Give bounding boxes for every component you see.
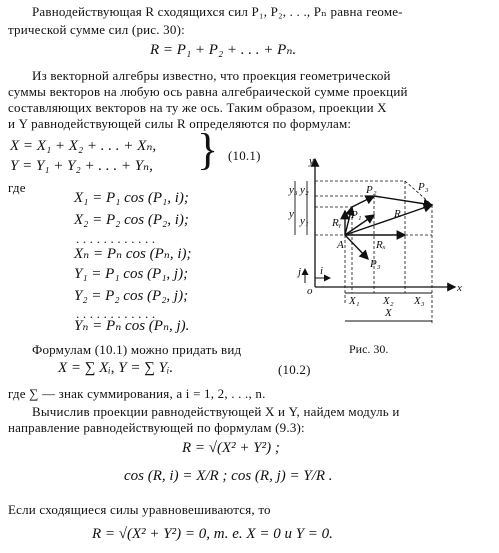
- equation-resultant-sum: R = P₁ + P₂ + . . . + Pₙ.: [150, 42, 297, 58]
- paragraph-1-line-1: Из векторной алгебры известно, что проекция геометрической: [32, 68, 391, 83]
- formula-xn: Xₙ = Pₙ cos (Pₙ, i);: [74, 246, 192, 262]
- system-eq-x: X = X₁ + X₂ + . . . + Xₙ,: [10, 138, 157, 154]
- label-y2: y₂: [300, 184, 309, 196]
- label-x-total: X: [385, 307, 392, 319]
- label-r: R: [394, 208, 401, 220]
- equation-modulus: R = √(X² + Y²) ;: [182, 440, 280, 456]
- figure-30-force-diagram: [290, 155, 495, 337]
- paragraph-1-line-4: и Y равнодействующей силы R определяются по формулам:: [8, 116, 352, 131]
- figure-caption: Рис. 30.: [349, 342, 389, 356]
- system-brace: }: [197, 125, 219, 174]
- formula-yn: Yₙ = Pₙ cos (Pₙ, j).: [74, 318, 190, 334]
- label-p1: P₁: [351, 209, 362, 221]
- formula-dots-2: . . . . . . . . . . . .: [76, 306, 156, 321]
- formula-dots-1: . . . . . . . . . . . .: [76, 231, 156, 246]
- formula-x2: X₂ = P₂ cos (P₂, i);: [74, 212, 189, 228]
- equation-sum: X = ∑ Xᵢ, Y = ∑ Yᵢ.: [58, 360, 174, 376]
- label-p2: P₂: [366, 184, 377, 196]
- paragraph-1-line-2: суммы векторов на любую ось равна алгебраической сумме проекций: [8, 84, 408, 99]
- equation-number-10-1: (10.1): [228, 148, 261, 163]
- label-x1: X₁: [349, 295, 360, 307]
- formula-intro-line: Формулам (10.1) можно придать вид: [32, 342, 242, 357]
- label-y-axis: y: [309, 155, 314, 167]
- sigma-explanation: где ∑ — знак суммирования, а i = 1, 2, . . ., n.: [8, 386, 266, 401]
- label-unit-i: i: [320, 265, 324, 277]
- paragraph-3: Если сходящиеся силы уравновешиваются, то: [8, 502, 271, 517]
- label-unit-j: j: [298, 266, 302, 278]
- vector-p3-from-a: [345, 235, 368, 259]
- formula-x1: X₁ = P₁ cos (P₁, i);: [74, 190, 189, 206]
- label-x2: X₂: [383, 295, 394, 307]
- equation-equilibrium: R = √(X² + Y²) = 0, т. е. X = 0 и Y = 0.: [92, 526, 333, 542]
- where-label: где: [8, 180, 26, 195]
- vector-p3: [374, 196, 432, 205]
- label-y3: y₃: [289, 184, 298, 196]
- label-ry: Rᵧ: [332, 217, 342, 229]
- equation-number-10-2: (10.2): [278, 362, 311, 377]
- label-y-total: y: [289, 208, 294, 220]
- formula-y1: Y₁ = P₁ cos (P₁, j);: [74, 266, 189, 282]
- label-rx: Rₓ: [376, 239, 386, 251]
- intro-line-2: трической сумме сил (рис. 30):: [8, 22, 185, 37]
- paragraph-1-line-3: составляющих векторов на ту же ось. Таким образом, проекции X: [8, 100, 387, 115]
- label-origin: o: [307, 285, 313, 297]
- label-point-a: A: [337, 239, 344, 251]
- label-x-axis: x: [457, 282, 462, 294]
- paragraph-2-line-1: Вычислив проекции равнодействующей X и Y, найдем модуль и: [32, 404, 400, 419]
- equation-direction-cosines: cos (R, i) = X/R ; cos (R, j) = Y/R .: [124, 468, 333, 484]
- paragraph-2-line-2: направление равнодействующей по формулам (9.3):: [8, 420, 305, 435]
- label-x3: X₃: [414, 295, 425, 307]
- label-y1: y₁: [300, 215, 309, 227]
- formula-y2: Y₂ = P₂ cos (P₂, j);: [74, 288, 189, 304]
- label-p3-lower: P₃: [370, 258, 381, 270]
- label-p3: P₃: [418, 181, 429, 193]
- intro-line-1: Равнодействующая R сходящихся сил P₁, P₂, . . ., Pₙ равна геоме-: [32, 4, 403, 19]
- vector-p2: [352, 196, 374, 207]
- system-eq-y: Y = Y₁ + Y₂ + . . . + Yₙ,: [10, 158, 153, 174]
